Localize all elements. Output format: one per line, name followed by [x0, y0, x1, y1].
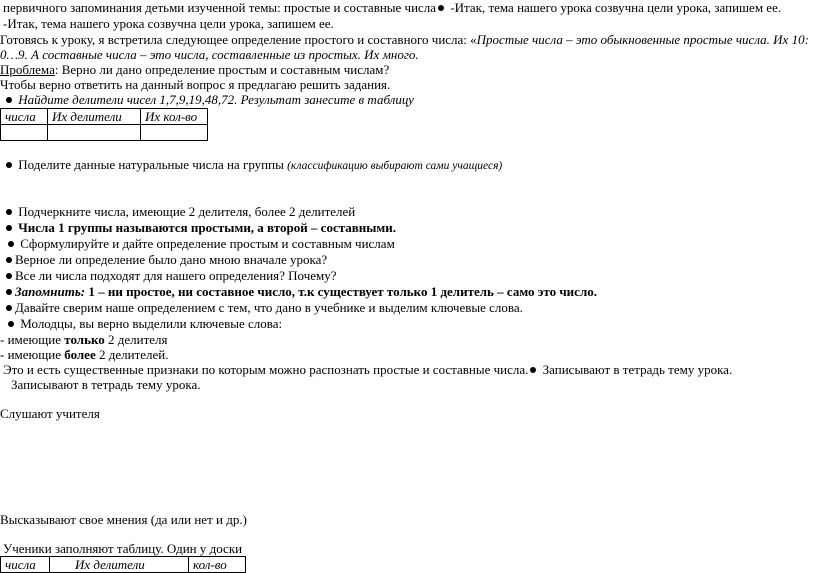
task-item [4, 157, 502, 174]
bullet-icon [8, 241, 14, 247]
task-text: Числа 1 группы называются простыми, а второй – составными. [18, 220, 397, 235]
divisors-table [0, 108, 208, 141]
table-cell [141, 125, 208, 141]
task-text: Найдите делители чисел 1,7,9,19,48,72. Результат занесите в таблицу [18, 92, 414, 107]
bullet-icon [8, 321, 14, 327]
bullet-icon [6, 257, 12, 263]
task-item [4, 300, 523, 316]
bullet-icon [6, 305, 12, 311]
table-row [1, 125, 208, 141]
task-text: Молодцы, вы верно выделили ключевые слова: [20, 316, 283, 331]
task-item [6, 316, 282, 332]
text-line: Записывают в тетрадь тему урока. [11, 377, 201, 392]
text-fragment: первичного запоминания детьми изученной темы: простые и составные числа [3, 0, 437, 15]
bullet-icon [6, 273, 12, 279]
task-text: Давайте сверим наше определением с тем, что дано в учебнике и выделим ключевые слова. [15, 300, 523, 315]
bullet-icon [6, 209, 12, 215]
text-fragment: Это и есть существенные признаки по которым можно распознать простые и составные числа. [3, 362, 529, 377]
task-item [4, 284, 597, 300]
keyword: только [64, 332, 105, 347]
remember-label: Запомнить: [15, 284, 86, 299]
table-header: числа [1, 557, 50, 573]
task-text: Подчеркните числа, имеющие 2 делителя, более 2 делителей [18, 204, 356, 219]
text-line [0, 32, 809, 48]
bullet-icon [6, 162, 12, 168]
task-text: Верное ли определение было дано мною вначале урока? [15, 252, 328, 267]
text-line: Слушают учителя [0, 406, 100, 421]
text-line [3, 0, 781, 16]
text-line [3, 362, 732, 378]
definition-text: Простые числа – это обыкновенные простые числа. Их 10: [476, 32, 809, 47]
text-fragment: -Итак, тема нашего урока созвучна цели урока, запишем ее. [447, 0, 782, 15]
table-cell [48, 125, 141, 141]
bullet-icon [6, 225, 12, 231]
task-text: 1 – ни простое, ни составное число, т.к существует только 1 делитель – само это число. [85, 284, 597, 299]
text-fragment: 2 делителя [104, 332, 168, 347]
table-header: числа [1, 109, 48, 125]
task-note: (классификацию выбирают сами учащиеся) [287, 160, 503, 172]
text-fragment: - имеющие [0, 347, 65, 362]
table-header: кол-во [189, 557, 246, 573]
task-item [4, 204, 355, 220]
text-fragment: Записывают в тетрадь тему урока. [539, 362, 733, 377]
text-fragment: : Верно ли дано определение простым и составным числам? [54, 62, 390, 77]
bullet-icon [530, 367, 536, 373]
table-header-row [1, 109, 208, 125]
bullet-icon [438, 5, 444, 11]
task-text: Все ли числа подходят для нашего определения? Почему? [15, 268, 337, 283]
task-text: Сформулируйте и дайте определение простым и составным числам [20, 236, 395, 251]
text-fragment: Готовясь к уроку, я встретила следующее определение простого и составного числа: « [0, 32, 477, 47]
text-fragment: 2 делителей. [95, 347, 169, 362]
text-line: -Итак, тема нашего урока созвучна цели урока, запишем ее. [3, 16, 334, 31]
bullet-icon [6, 289, 12, 295]
text-line [0, 332, 168, 348]
text-line: 0…9. А составные числа – это числа, составленные из простых. Их много. [0, 47, 419, 62]
text-line [0, 347, 168, 363]
table-header-row [1, 557, 246, 573]
table-cell [1, 125, 48, 141]
table-header: Их делители [48, 109, 141, 125]
task-item [6, 236, 395, 252]
task-item [4, 252, 327, 268]
text-line: Высказывают свое мнения (да или нет и др.) [0, 512, 247, 527]
task-item [4, 268, 337, 284]
text-line: Чтобы верно ответить на данный вопрос я предлагаю решить задания. [0, 77, 391, 92]
table-header: Их делители [50, 557, 189, 573]
text-fragment: - имеющие [0, 332, 65, 347]
table-header: Их кол-во [141, 109, 208, 125]
problem-line [0, 62, 389, 78]
problem-label: Проблема [0, 62, 55, 77]
task-item [4, 220, 396, 236]
text-line: Ученики заполняют таблицу. Один у доски [3, 541, 243, 556]
divisors-table-student [0, 556, 246, 573]
task-text: Поделите данные натуральные числа на группы [18, 157, 288, 172]
task-item [4, 92, 414, 108]
bullet-icon [6, 97, 12, 103]
keyword: более [64, 347, 96, 362]
